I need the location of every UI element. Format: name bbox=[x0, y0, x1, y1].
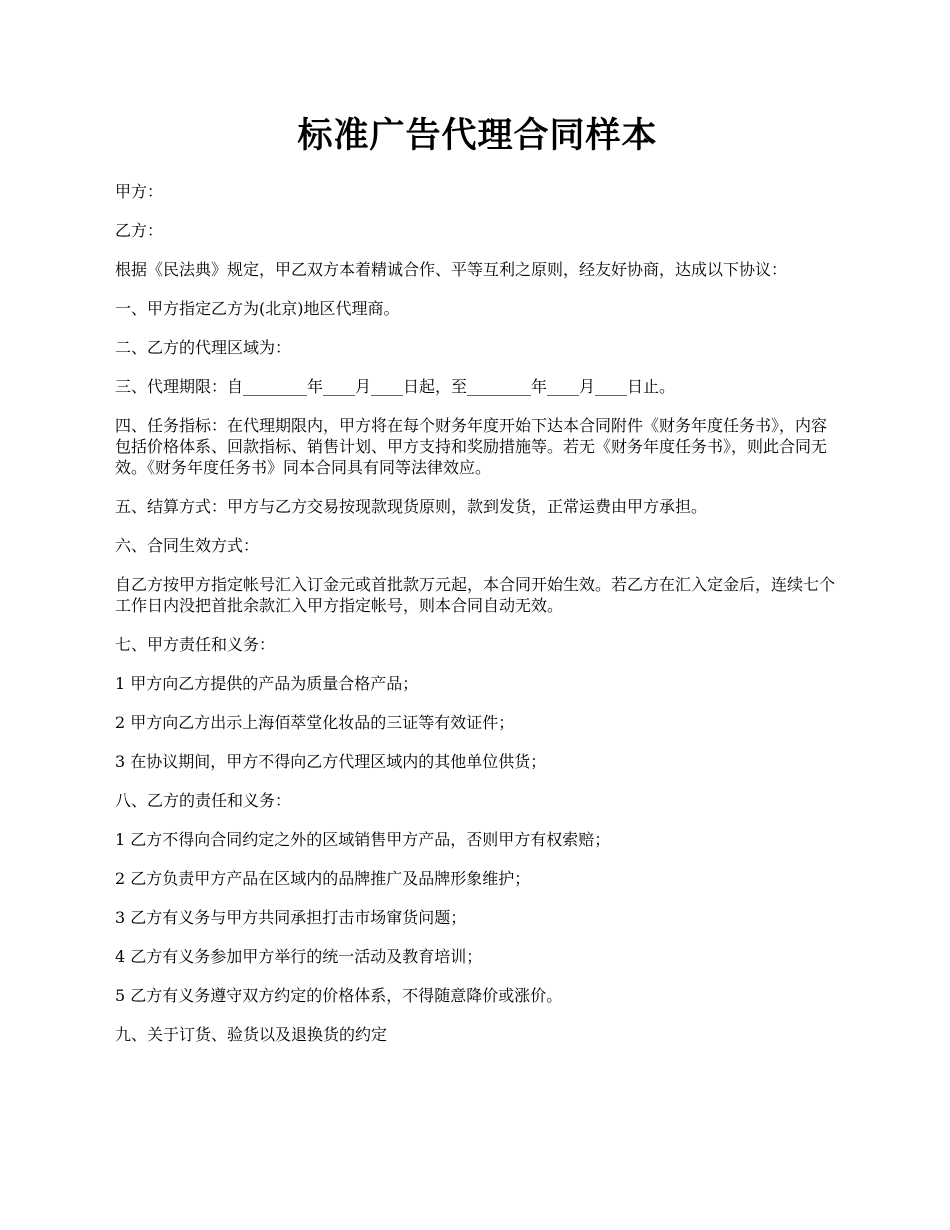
clause-8-item: 4 乙方有义务参加甲方举行的统一活动及教育培训； bbox=[115, 947, 483, 966]
preamble-paragraph: 根据《民法典》规定，甲乙双方本着精诚合作、平等互利之原则，经友好协商，达成以下协议： bbox=[115, 260, 788, 279]
clause-7-heading: 七、甲方责任和义务： bbox=[115, 635, 276, 654]
document-body bbox=[115, 181, 840, 1063]
clause-8-item: 1 乙方不得向合同约定之外的区域销售甲方产品，否则甲方有权索赔； bbox=[115, 830, 611, 849]
clause-7-item: 3 在协议期间，甲方不得向乙方代理区域内的其他单位供货； bbox=[115, 752, 547, 771]
clause-8-heading: 八、乙方的责任和义务： bbox=[115, 791, 292, 810]
party-b-line: 乙方： bbox=[115, 221, 164, 240]
clause-7-item: 1 甲方向乙方提供的产品为质量合格产品； bbox=[115, 674, 419, 693]
document-title: 标准广告代理合同样本 bbox=[297, 116, 658, 156]
clause-3: 三、代理期限：自________年____月____日起，至________年____月____日止。 bbox=[115, 377, 676, 396]
clause-6-body: 自乙方按甲方指定帐号汇入订金元或首批款万元起，本合同开始生效。若乙方在汇入定金后，连续七个工作日内没把首批余款汇入甲方指定帐号，则本合同自动无效。 bbox=[115, 575, 836, 615]
clause-7-item: 2 甲方向乙方出示上海佰萃堂化妆品的三证等有效证件； bbox=[115, 713, 515, 732]
clause-8-item: 3 乙方有义务与甲方共同承担打击市场窜货问题； bbox=[115, 908, 467, 927]
clause-5: 五、结算方式：甲方与乙方交易按现款现货原则，款到发货，正常运费由甲方承担。 bbox=[115, 497, 708, 516]
clause-4: 四、任务指标：在代理期限内，甲方将在每个财务年度开始下达本合同附件《财务年度任务书》，内容包括价格体系、回款指标、销售计划、甲方支持和奖励措施等。若无《财务年度任务书》，则此合同无效。《财务年度任务书》同本合同具有同等法律效应。 bbox=[115, 416, 828, 477]
clause-1: 一、甲方指定乙方为(北京)地区代理商。 bbox=[115, 299, 400, 318]
clause-2: 二、乙方的代理区域为： bbox=[115, 338, 292, 357]
party-a-line: 甲方： bbox=[115, 182, 164, 201]
clause-6-heading: 六、合同生效方式： bbox=[115, 536, 260, 555]
clause-8-item: 5 乙方有义务遵守双方约定的价格体系，不得随意降价或涨价。 bbox=[115, 986, 563, 1005]
clause-9-heading: 九、关于订货、验货以及退换货的约定 bbox=[115, 1025, 388, 1044]
clause-8-item: 2 乙方负责甲方产品在区域内的品牌推广及品牌形象维护； bbox=[115, 869, 531, 888]
